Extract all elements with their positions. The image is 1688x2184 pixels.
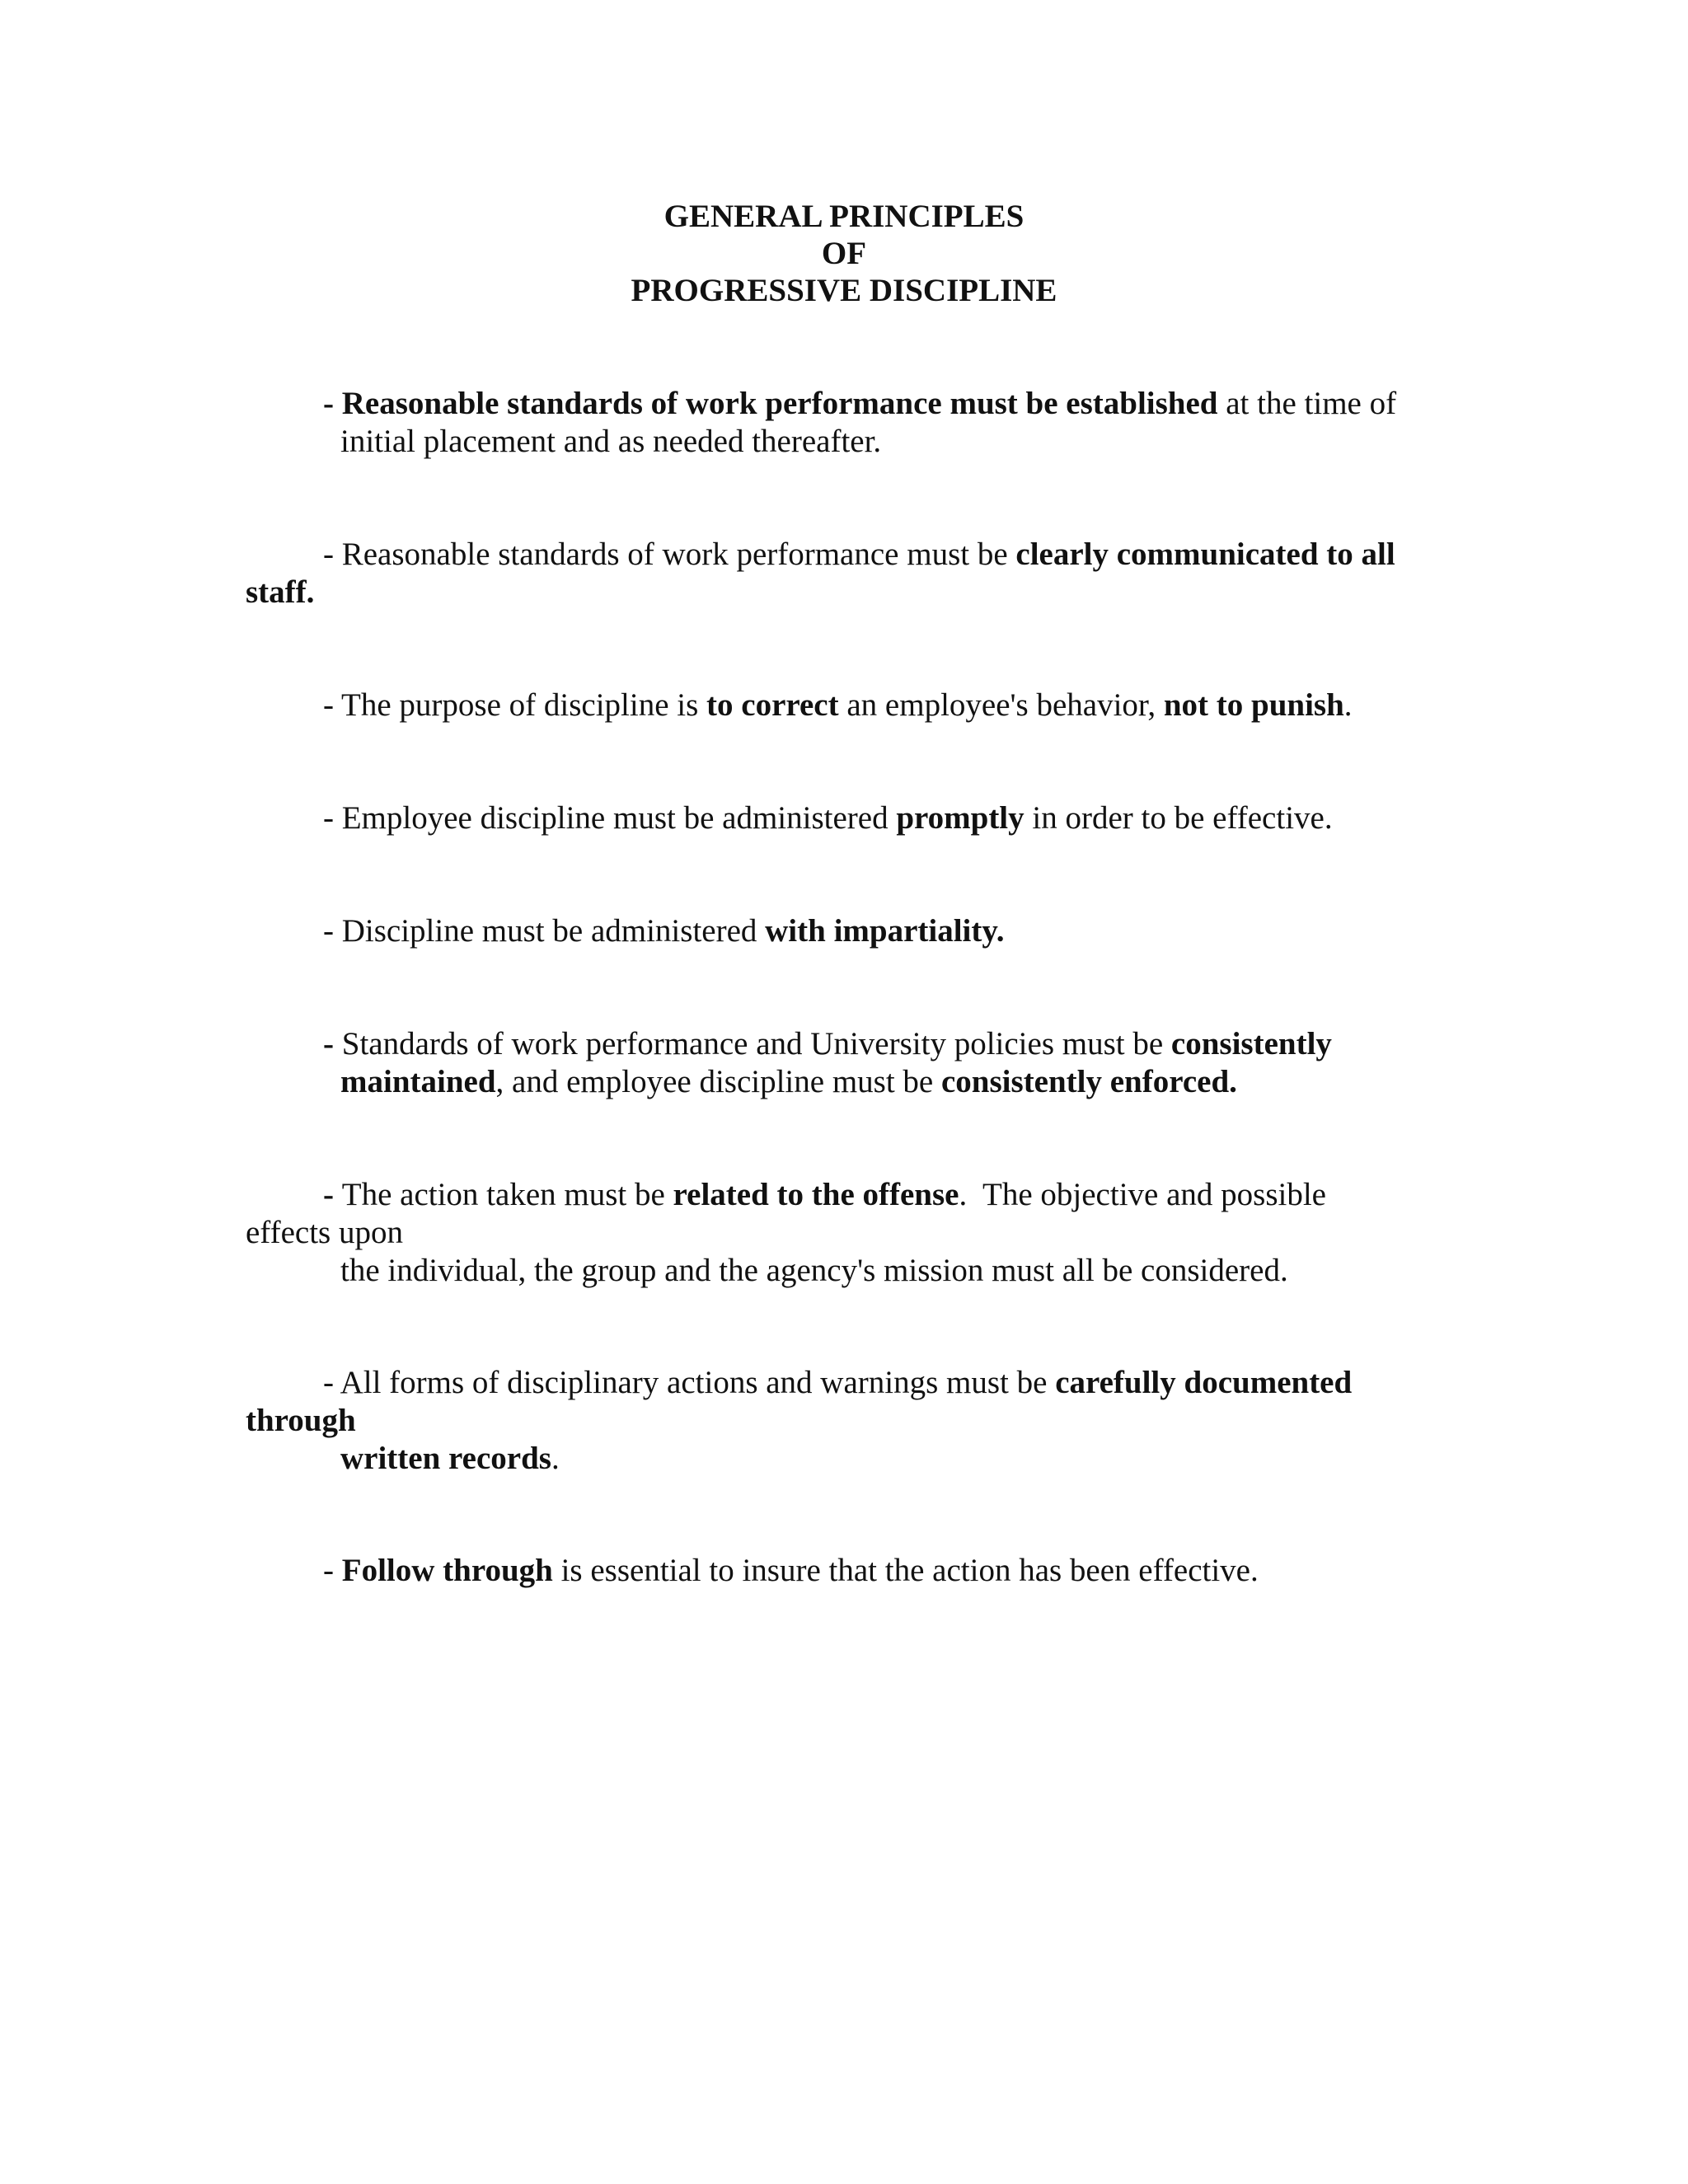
principle-1-dash: - [323, 386, 342, 421]
title-line-3: PROGRESSIVE DISCIPLINE [631, 273, 1057, 308]
principle-6-bold-3: consistently enforced. [941, 1064, 1237, 1099]
principle-8-bold-3: written records [340, 1441, 551, 1476]
principle-8-bold-2: through [246, 1403, 356, 1438]
principle-6-line-1 [323, 1025, 1332, 1063]
principle-8-bold: carefully documented [1055, 1365, 1353, 1400]
principle-6-text: Standards of work performance and University policies must be [341, 1026, 1171, 1062]
principle-8-line-3 [340, 1440, 560, 1478]
principle-7-line-3 [340, 1252, 1288, 1290]
principle-4-text-2: in order to be effective. [1024, 800, 1333, 836]
principle-1-text-2: initial placement and as needed thereafter. [340, 424, 882, 459]
principle-6-bold-2: maintained [340, 1064, 496, 1099]
principle-2-bold-2: staff. [246, 574, 315, 610]
principle-1-text: at the time of [1217, 386, 1397, 421]
principle-2-line-2 [246, 574, 314, 612]
principle-8-text-2: . [551, 1441, 560, 1476]
principle-6-dash: - [323, 1026, 342, 1062]
principle-7-text-1: The action taken must be [341, 1177, 673, 1212]
principle-4 [323, 799, 1333, 837]
title-line-2: OF [821, 236, 867, 271]
principle-9-text-1: - [323, 1553, 342, 1588]
principle-5-text-1: - Discipline must be administered [323, 913, 766, 949]
principle-1-line-2 [340, 423, 881, 461]
principle-5-bold-1: with impartiality. [765, 913, 1005, 949]
title-line-1: GENERAL PRINCIPLES [663, 199, 1025, 234]
principle-9 [323, 1552, 1259, 1590]
document-title [0, 198, 1688, 309]
principle-1-bold: Reasonable standards of work performance must be established [341, 386, 1218, 421]
principle-3 [323, 687, 1353, 724]
principle-9-text-2: is essential to insure that the action has been effective. [552, 1553, 1259, 1588]
principle-1-line-1 [323, 385, 1396, 423]
principle-7-dash: - [323, 1177, 342, 1212]
principle-3-bold-2: not to punish [1163, 687, 1344, 723]
principle-3-bold-1: to correct [706, 687, 839, 723]
principle-2-bold: clearly communicated to all [1015, 537, 1395, 572]
principle-7-line-1 [323, 1176, 1326, 1214]
principle-9-bold-1: Follow through [341, 1553, 553, 1588]
principle-3-text-3: . [1343, 687, 1353, 723]
principle-8-line-1 [323, 1364, 1352, 1402]
principle-7-bold: related to the offense [673, 1177, 959, 1212]
principle-7-text-3: effects upon [246, 1215, 403, 1250]
principle-7-line-2 [246, 1214, 403, 1252]
principle-3-text-1: - The purpose of discipline is [323, 687, 707, 723]
principle-2-text: - Reasonable standards of work performance must be [323, 537, 1016, 572]
principle-3-text-2: an employee's behavior, [838, 687, 1164, 723]
principle-8-line-2 [246, 1402, 356, 1440]
principle-7-text-4: the individual, the group and the agency's mission must all be considered. [340, 1253, 1288, 1288]
principle-6-text-2: , and employee discipline must be [495, 1064, 941, 1099]
principle-2-line-1 [323, 536, 1395, 574]
principle-4-bold-1: promptly [896, 800, 1025, 836]
principle-6-line-2 [340, 1063, 1237, 1101]
principle-4-text-1: - Employee discipline must be administered [323, 800, 897, 836]
principle-5 [323, 912, 1004, 950]
principle-7-text-2: . The objective and possible [959, 1177, 1326, 1212]
principle-6-bold: consistently [1170, 1026, 1332, 1062]
principle-8-text: - All forms of disciplinary actions and warnings must be [323, 1365, 1056, 1400]
